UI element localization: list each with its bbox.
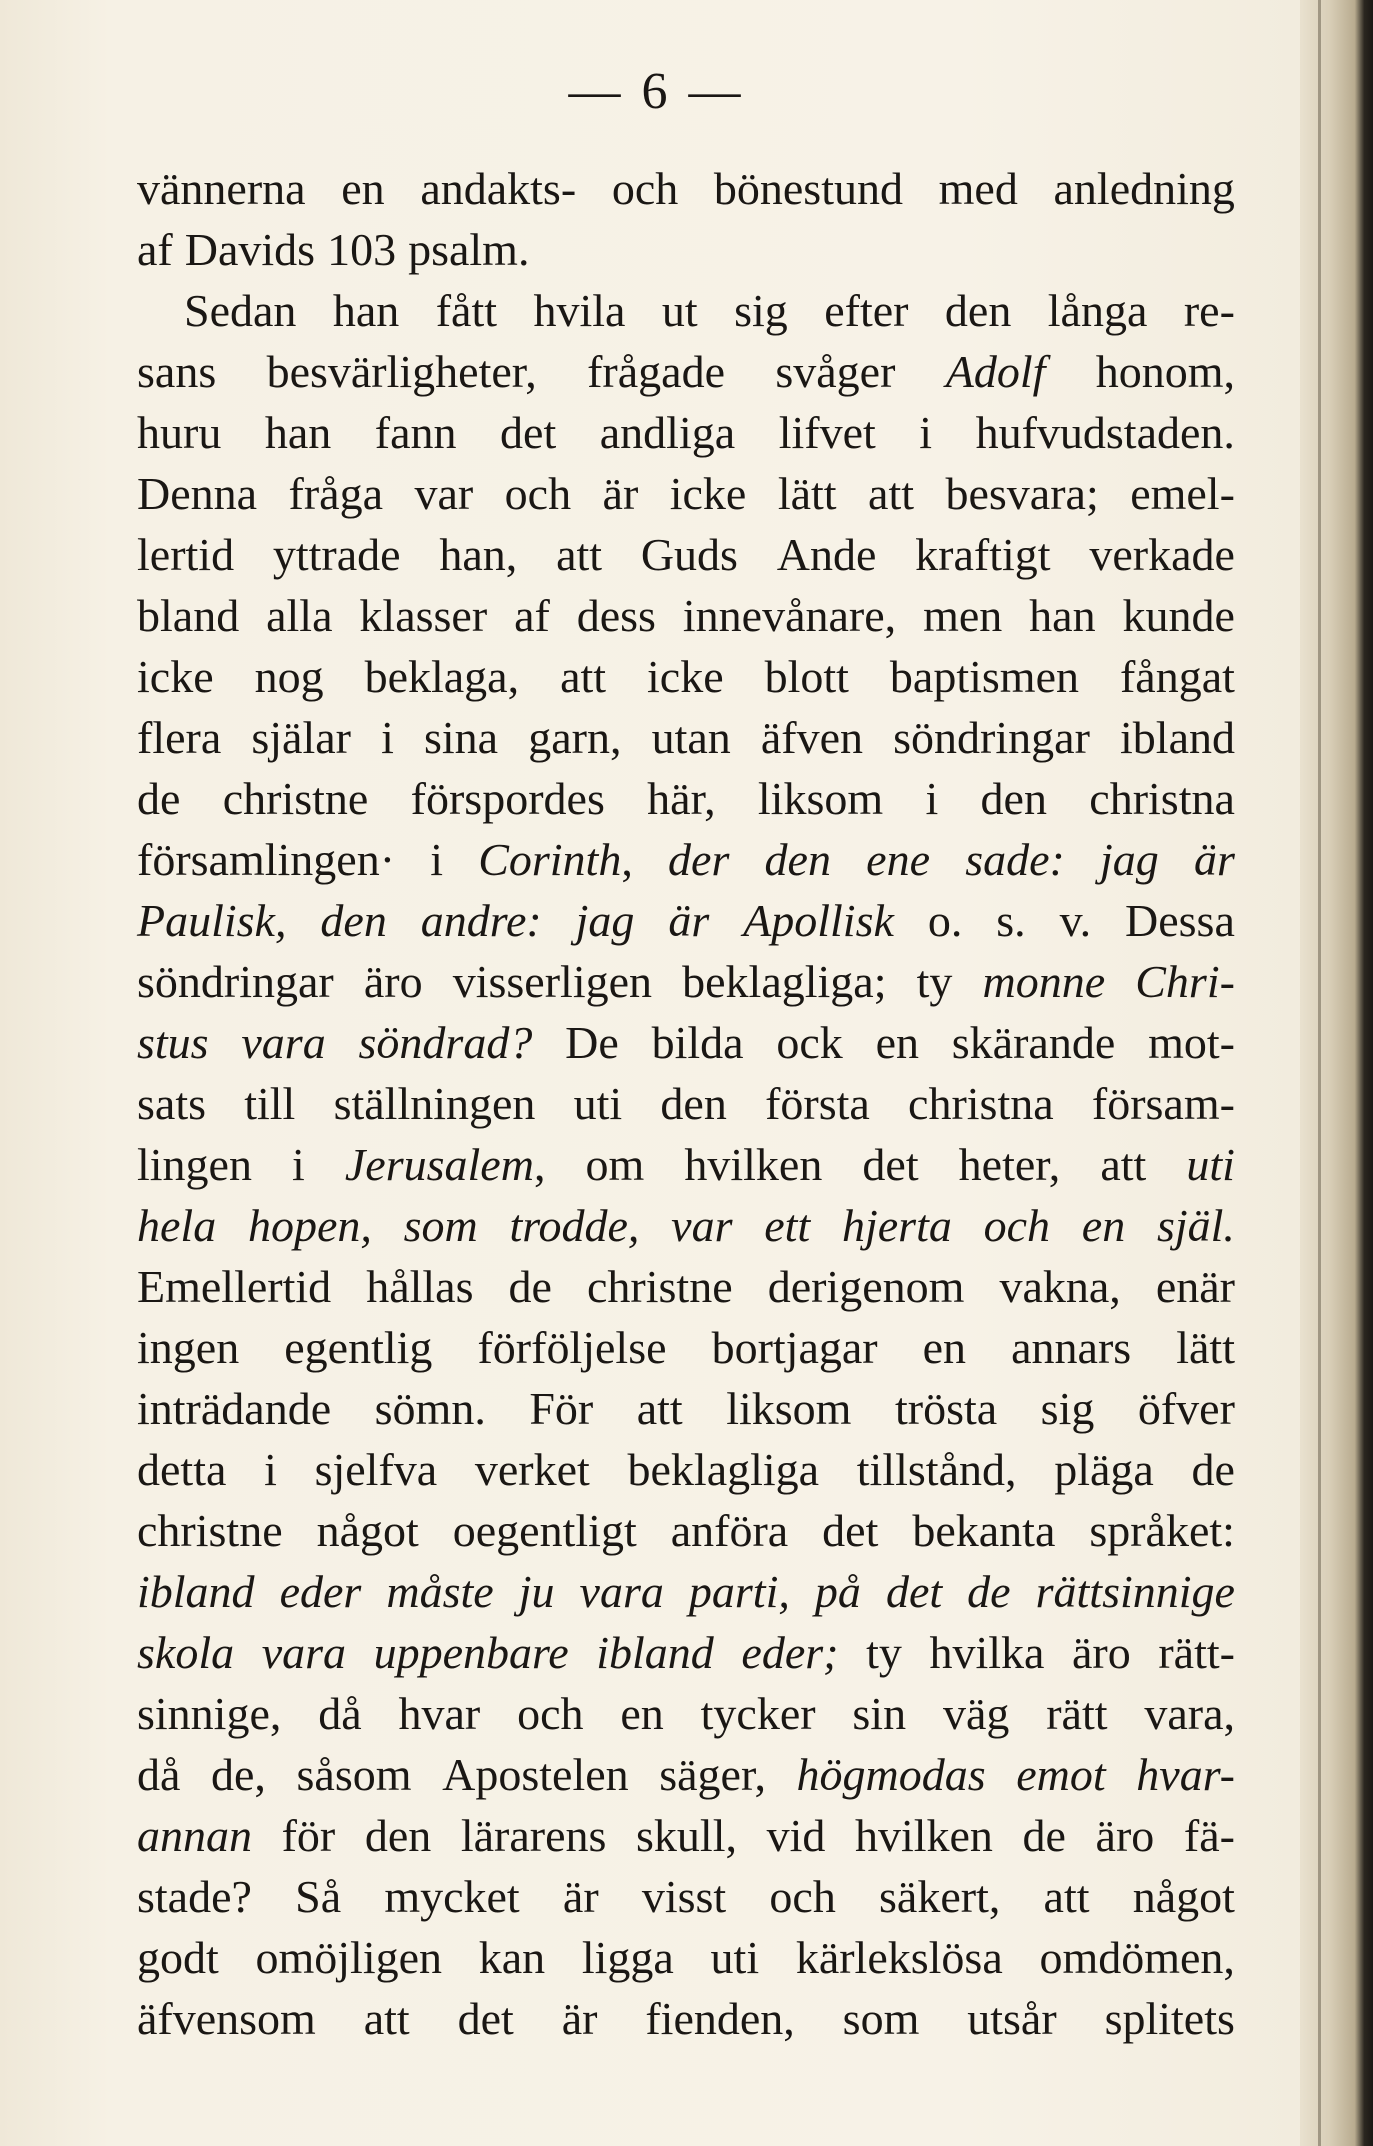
word: lärarens — [460, 1810, 607, 1861]
word: med — [938, 163, 1018, 214]
text-line — [137, 219, 1235, 280]
word: de, — [211, 1749, 266, 1800]
word: Paulisk, — [137, 895, 287, 946]
word: sjelfva — [314, 1444, 438, 1495]
word: sade: — [965, 834, 1065, 885]
word: pläga — [1054, 1444, 1154, 1495]
word: honom, — [1095, 346, 1235, 397]
word: den — [660, 1078, 727, 1129]
word: väg — [942, 1688, 1010, 1739]
word: efter — [824, 285, 909, 336]
word: kraftigt — [915, 529, 1051, 580]
word: parti, — [688, 1566, 790, 1617]
word: fä- — [1183, 1810, 1235, 1861]
text-line — [137, 402, 1235, 463]
word: hållas — [366, 1261, 474, 1312]
word: ty — [866, 1627, 902, 1678]
word: andakts- — [420, 163, 577, 214]
word: icke — [647, 651, 724, 702]
word: att — [868, 468, 915, 519]
word: sans — [137, 346, 217, 397]
word: en — [1081, 1200, 1126, 1251]
text-line — [137, 1134, 1235, 1195]
text-line — [137, 280, 1235, 341]
word: eder — [279, 1566, 362, 1617]
word: visst — [641, 1871, 727, 1922]
word: äro — [1095, 1810, 1155, 1861]
word: första — [765, 1078, 870, 1129]
word: derigenom — [767, 1261, 965, 1312]
word: rättsinnige — [1035, 1566, 1235, 1617]
word: församlingen· — [137, 834, 396, 885]
word: sin — [852, 1688, 907, 1739]
word: anföra — [670, 1505, 789, 1556]
word: baptismen — [889, 651, 1079, 702]
word: Sedan — [184, 285, 297, 336]
word: hufvudstaden. — [975, 407, 1235, 458]
word: rätt — [1046, 1688, 1108, 1739]
word: här, — [647, 773, 716, 824]
word: utsår — [967, 1993, 1057, 2044]
word: han, — [439, 529, 518, 580]
text-line — [137, 585, 1235, 646]
word: re- — [1183, 285, 1235, 336]
word: heter, — [958, 1139, 1061, 1190]
word: de — [137, 773, 181, 824]
word: på — [814, 1566, 861, 1617]
word: rätt- — [1158, 1627, 1235, 1678]
word: inträdande — [137, 1383, 332, 1434]
word: lätt — [1176, 1322, 1235, 1373]
word: själar — [251, 712, 351, 763]
text-line — [137, 1622, 1235, 1683]
word: besvara; — [945, 468, 1099, 519]
word: som — [403, 1200, 478, 1251]
word: vara — [261, 1627, 347, 1678]
word: christna — [908, 1078, 1054, 1129]
word: monne — [982, 956, 1106, 1007]
word: verkade — [1089, 529, 1235, 580]
word: beklagliga; — [682, 956, 887, 1007]
word: sats — [137, 1078, 206, 1129]
text-line — [137, 1500, 1235, 1561]
word: äfvensom — [137, 1993, 316, 2044]
word: Dessa — [1125, 895, 1235, 946]
word: psalm. — [408, 224, 530, 275]
text-line — [137, 707, 1235, 768]
word: de — [1191, 1444, 1235, 1495]
word: säger, — [659, 1749, 766, 1800]
word: att — [556, 529, 603, 580]
word: Ande — [776, 529, 877, 580]
text-line — [137, 463, 1235, 524]
word: i — [919, 407, 933, 458]
word: Davids — [184, 224, 316, 275]
word: jag — [575, 895, 635, 946]
word: det — [862, 1139, 919, 1190]
word: något — [316, 1505, 419, 1556]
text-line — [137, 1378, 1235, 1439]
word: frågade — [587, 346, 725, 397]
text-line — [137, 1561, 1235, 1622]
word: sinnige, — [137, 1688, 282, 1739]
word: hvilka — [929, 1627, 1045, 1678]
word: ibland — [1120, 712, 1235, 763]
word: verket — [474, 1444, 590, 1495]
word: tillstånd, — [856, 1444, 1017, 1495]
word: trösta — [894, 1383, 998, 1434]
word: är — [1193, 834, 1235, 885]
word: hela — [137, 1200, 217, 1251]
word: vara — [579, 1566, 664, 1617]
word: hvilken — [684, 1139, 823, 1190]
word: mot- — [1148, 1017, 1235, 1068]
word: svåger — [775, 346, 896, 397]
word: nog — [254, 651, 324, 702]
word: han — [1029, 590, 1096, 641]
text-line — [137, 1683, 1235, 1744]
page-number: — 6 — — [568, 63, 745, 120]
word: uppenbare — [373, 1627, 569, 1678]
gutter-edge — [1318, 0, 1321, 2146]
word: bönestund — [713, 163, 903, 214]
word: språket: — [1089, 1505, 1235, 1556]
word: flera — [137, 712, 222, 763]
word: Emellertid — [137, 1261, 332, 1312]
word: en — [620, 1688, 664, 1739]
word: och — [769, 1871, 836, 1922]
word: försam- — [1091, 1078, 1235, 1129]
word: splitets — [1104, 1993, 1235, 2044]
word: som — [842, 1993, 920, 2044]
word: annan — [137, 1810, 252, 1861]
word: äfven — [760, 712, 864, 763]
word: att — [363, 1993, 410, 2044]
word: de — [967, 1566, 1011, 1617]
word: ett — [764, 1200, 811, 1251]
word: att — [1043, 1871, 1090, 1922]
word: till — [244, 1078, 296, 1129]
word: och — [983, 1200, 1051, 1251]
word: ligga — [581, 1932, 674, 1983]
word: uti — [573, 1078, 623, 1129]
word: klasser — [359, 590, 488, 641]
word: andliga — [599, 407, 736, 458]
word: christne — [587, 1261, 733, 1312]
word: kärlekslösa — [795, 1932, 1003, 1983]
word: visserligen — [452, 956, 653, 1007]
word: af — [137, 224, 173, 275]
word: Jerusalem, — [344, 1139, 546, 1190]
word: om — [585, 1139, 645, 1190]
text-line — [137, 1317, 1235, 1378]
word: vara — [241, 1017, 326, 1068]
word: kan — [478, 1932, 546, 1983]
word: uti — [710, 1932, 760, 1983]
word: uti — [1186, 1139, 1235, 1190]
word: af — [514, 590, 550, 641]
text-line — [137, 768, 1235, 829]
word: i — [925, 773, 939, 824]
word: utan — [651, 712, 731, 763]
word: hvar- — [1136, 1749, 1235, 1800]
word: blott — [764, 651, 849, 702]
word: vara, — [1144, 1688, 1235, 1739]
word: skull, — [636, 1810, 737, 1861]
word: säkert, — [879, 1871, 1001, 1922]
word: lifvet — [778, 407, 876, 458]
word: emot — [1016, 1749, 1106, 1800]
text-line — [137, 1744, 1235, 1805]
word: ene — [866, 834, 930, 885]
word: i — [264, 1444, 277, 1495]
word: i — [292, 1139, 305, 1190]
word: christne — [137, 1505, 283, 1556]
word: yttrade — [272, 529, 401, 580]
word: v. — [1059, 895, 1092, 946]
word: liksom — [726, 1383, 852, 1434]
word: alla — [266, 590, 333, 641]
word: att — [560, 651, 607, 702]
word: i — [381, 712, 394, 763]
word: fråga — [288, 468, 383, 519]
word: ut — [661, 285, 698, 336]
word: För — [529, 1383, 594, 1434]
word: Apollisk — [743, 895, 894, 946]
word: vakna, — [999, 1261, 1121, 1312]
word: ock — [776, 1017, 843, 1068]
word: godt — [137, 1932, 219, 1983]
text-line — [137, 1866, 1235, 1927]
word: Chri- — [1135, 956, 1235, 1007]
word: i — [430, 834, 443, 885]
word: Adolf — [945, 346, 1046, 397]
text-line — [137, 158, 1235, 219]
word: förföljelse — [477, 1322, 667, 1373]
word: emel- — [1130, 468, 1235, 519]
word: beklagliga — [627, 1444, 820, 1495]
word: kunde — [1122, 590, 1235, 641]
word: söndrad? — [358, 1017, 533, 1068]
word: oegentligt — [452, 1505, 637, 1556]
word: omdömen, — [1039, 1932, 1235, 1983]
word: bortjagar — [711, 1322, 878, 1373]
word: De — [565, 1017, 619, 1068]
word: stus — [137, 1017, 209, 1068]
word: dess — [576, 590, 656, 641]
word: ställningen — [333, 1078, 536, 1129]
word: då — [137, 1749, 181, 1800]
word: är — [602, 468, 639, 519]
word: trodde, — [509, 1200, 640, 1251]
word: högmodas — [796, 1749, 986, 1800]
word: bilda — [651, 1017, 744, 1068]
word: stade? — [137, 1871, 252, 1922]
word: men — [923, 590, 1003, 641]
word: der — [668, 834, 730, 885]
word: lertid — [137, 529, 235, 580]
word: icke — [137, 651, 214, 702]
text-line — [137, 1439, 1235, 1500]
word: sömn. — [374, 1383, 486, 1434]
word: det — [500, 407, 557, 458]
word: fångat — [1119, 651, 1235, 702]
word: en — [922, 1322, 967, 1373]
text-line — [137, 1195, 1235, 1256]
word: ingen — [137, 1322, 240, 1373]
word: Corinth, — [478, 834, 633, 885]
word: för — [281, 1810, 336, 1861]
word: förspordes — [410, 773, 605, 824]
word: och — [504, 468, 572, 519]
book-gutter — [1300, 0, 1373, 2146]
word: 103 — [327, 224, 397, 275]
word: är — [562, 1871, 599, 1922]
word: hjerta — [841, 1200, 952, 1251]
text-line — [137, 1927, 1235, 1988]
word: sig — [734, 285, 788, 336]
word: hvila — [533, 285, 626, 336]
word: den — [764, 834, 831, 885]
word: att — [1100, 1139, 1147, 1190]
word: och — [611, 163, 679, 214]
word: långa — [1047, 285, 1148, 336]
word: sina — [424, 712, 499, 763]
word: ju — [518, 1566, 555, 1617]
text-line — [137, 1988, 1235, 2049]
word: då — [318, 1688, 362, 1739]
word: den — [980, 773, 1047, 824]
word: bekanta — [912, 1505, 1056, 1556]
word: en — [875, 1017, 919, 1068]
word: det — [822, 1505, 879, 1556]
word: Så — [295, 1871, 342, 1922]
word: huru — [137, 407, 222, 458]
word: egentlig — [284, 1322, 433, 1373]
word: lätt — [777, 468, 837, 519]
word: besvärligheter, — [266, 346, 537, 397]
word: lingen — [137, 1139, 252, 1190]
word: söndringar — [137, 956, 334, 1007]
word: omöjligen — [255, 1932, 443, 1983]
word: vid — [766, 1810, 826, 1861]
word: ty — [916, 956, 953, 1007]
word: Guds — [640, 529, 738, 580]
text-line — [137, 341, 1235, 402]
word: den — [364, 1810, 432, 1861]
word: det — [457, 1993, 514, 2044]
word: mycket — [384, 1871, 520, 1922]
word: Denna — [137, 468, 258, 519]
word: beklaga, — [364, 651, 520, 702]
word: liksom — [757, 773, 884, 824]
word: enär — [1155, 1261, 1235, 1312]
word: ibland — [596, 1627, 714, 1678]
text-line — [137, 890, 1235, 951]
word: det — [885, 1566, 943, 1617]
word: var — [414, 468, 474, 519]
text-line — [137, 1073, 1235, 1134]
word: hopen, — [247, 1200, 372, 1251]
word: ibland — [137, 1566, 255, 1617]
word: bland — [137, 590, 240, 641]
word: de — [508, 1261, 552, 1312]
word: är — [561, 1993, 598, 2044]
word: fått — [435, 285, 498, 336]
word: såsom — [296, 1749, 412, 1800]
word: innevånare, — [682, 590, 897, 641]
word: eder; — [741, 1627, 839, 1678]
word: fienden, — [645, 1993, 795, 2044]
word: den — [320, 895, 387, 946]
word: jag — [1100, 834, 1159, 885]
word: Apostelen — [442, 1749, 629, 1800]
word: han — [264, 407, 332, 458]
word: att — [636, 1383, 683, 1434]
word: o. — [927, 895, 963, 946]
word: han — [332, 285, 400, 336]
word: skärande — [951, 1017, 1116, 1068]
word: icke — [669, 468, 747, 519]
text-line — [137, 829, 1235, 890]
word: hvilken — [854, 1810, 993, 1861]
text-line — [137, 524, 1235, 585]
word: måste — [386, 1566, 494, 1617]
word: själ. — [1156, 1200, 1235, 1251]
word: skola — [137, 1627, 235, 1678]
word: en — [341, 163, 385, 214]
body-text — [137, 158, 1235, 2049]
word: anledning — [1053, 163, 1235, 214]
text-line — [137, 646, 1235, 707]
word: och — [517, 1688, 584, 1739]
word: christna — [1089, 773, 1235, 824]
word: tycker — [700, 1688, 816, 1739]
text-line — [137, 1256, 1235, 1317]
word: annars — [1011, 1322, 1132, 1373]
word: s. — [996, 895, 1026, 946]
word: de — [1022, 1810, 1066, 1861]
word: är — [668, 895, 710, 946]
text-line — [137, 951, 1235, 1012]
word: hvar — [398, 1688, 481, 1739]
word: var — [671, 1200, 733, 1251]
word: något — [1132, 1871, 1235, 1922]
word: vännerna — [137, 163, 306, 214]
word: den — [944, 285, 1012, 336]
word: äro — [1072, 1627, 1131, 1678]
word: christne — [222, 773, 369, 824]
word: detta — [137, 1444, 227, 1495]
word: andre: — [420, 895, 542, 946]
word: söndringar — [893, 712, 1090, 763]
text-line — [137, 1805, 1235, 1866]
word: äro — [363, 956, 423, 1007]
word: fann — [374, 407, 457, 458]
text-line — [137, 1012, 1235, 1073]
word: öfver — [1137, 1383, 1235, 1434]
word: garn, — [528, 712, 622, 763]
word: sig — [1040, 1383, 1095, 1434]
